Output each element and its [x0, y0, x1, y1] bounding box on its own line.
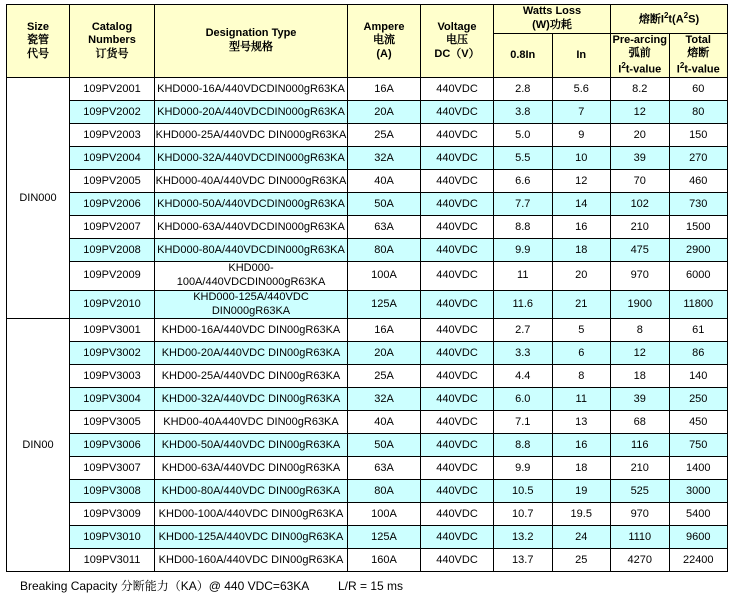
i2t-total-cell: 61	[669, 319, 728, 342]
designation-cell: KHD000-40A/440VDC DIN000gR63KA	[155, 170, 348, 193]
voltage-cell: 440VDC	[421, 319, 494, 342]
watts-08in-cell: 4.4	[494, 365, 553, 388]
watts-08in-cell: 8.8	[494, 434, 553, 457]
i2t-total-cell: 80	[669, 101, 728, 124]
i2t-prearcing-cell: 70	[611, 170, 670, 193]
table-row	[7, 124, 728, 147]
watts-in-cell: 18	[552, 239, 611, 262]
i2t-total-cell: 450	[669, 411, 728, 434]
ampere-cell: 40A	[348, 170, 421, 193]
voltage-cell: 440VDC	[421, 549, 494, 572]
voltage-cell: 440VDC	[421, 480, 494, 503]
catalog-cell: 109PV2002	[70, 101, 155, 124]
header-watts-loss-group: Watts Loss (W)功耗	[494, 5, 611, 34]
ampere-cell: 32A	[348, 147, 421, 170]
table-row	[7, 290, 728, 319]
i2t-total-cell: 1400	[669, 457, 728, 480]
watts-08in-cell: 6.6	[494, 170, 553, 193]
i2t-total-cell: 6000	[669, 262, 728, 291]
watts-in-cell: 16	[552, 434, 611, 457]
designation-cell: KHD00-16A/440VDC DIN00gR63KA	[155, 319, 348, 342]
catalog-cell: 109PV3010	[70, 526, 155, 549]
i2t-prearcing-cell: 116	[611, 434, 670, 457]
designation-cell: KHD00-20A/440VDC DIN00gR63KA	[155, 342, 348, 365]
table-row	[7, 411, 728, 434]
table-row	[7, 239, 728, 262]
i2t-prearcing-cell: 8	[611, 319, 670, 342]
lr-text: L/R = 15 ms	[337, 579, 404, 594]
voltage-cell: 440VDC	[421, 342, 494, 365]
header-watts-in: In	[552, 33, 611, 78]
voltage-cell: 440VDC	[421, 365, 494, 388]
i2t-total-cell: 730	[669, 193, 728, 216]
voltage-cell: 440VDC	[421, 147, 494, 170]
table-row	[7, 147, 728, 170]
ampere-cell: 20A	[348, 101, 421, 124]
i2t-prearcing-cell: 525	[611, 480, 670, 503]
catalog-cell: 109PV2003	[70, 124, 155, 147]
watts-in-cell: 6	[552, 342, 611, 365]
table-row	[7, 319, 728, 342]
designation-cell: KHD000-50A/440VDCDIN000gR63KA	[155, 193, 348, 216]
i2t-total-cell: 5400	[669, 503, 728, 526]
ampere-cell: 50A	[348, 434, 421, 457]
watts-in-cell: 12	[552, 170, 611, 193]
table-row	[7, 388, 728, 411]
watts-08in-cell: 3.8	[494, 101, 553, 124]
table-row	[7, 526, 728, 549]
designation-cell: KHD000-63A/440VDCDIN000gR63KA	[155, 216, 348, 239]
ampere-cell: 20A	[348, 342, 421, 365]
catalog-cell: 109PV2006	[70, 193, 155, 216]
voltage-cell: 440VDC	[421, 193, 494, 216]
voltage-cell: 440VDC	[421, 262, 494, 291]
i2t-prearcing-cell: 102	[611, 193, 670, 216]
designation-cell: KHD00-100A/440VDC DIN00gR63KA	[155, 503, 348, 526]
table-row	[7, 480, 728, 503]
watts-08in-cell: 2.7	[494, 319, 553, 342]
i2t-prearcing-cell: 4270	[611, 549, 670, 572]
table-row	[7, 78, 728, 101]
watts-in-cell: 18	[552, 457, 611, 480]
ampere-cell: 25A	[348, 365, 421, 388]
catalog-cell: 109PV3001	[70, 319, 155, 342]
designation-cell: KHD000-16A/440VDCDIN000gR63KA	[155, 78, 348, 101]
watts-in-cell: 5	[552, 319, 611, 342]
ampere-cell: 160A	[348, 549, 421, 572]
voltage-cell: 440VDC	[421, 434, 494, 457]
catalog-cell: 109PV2001	[70, 78, 155, 101]
designation-cell: KHD00-160A/440VDC DIN00gR63KA	[155, 549, 348, 572]
watts-in-cell: 13	[552, 411, 611, 434]
voltage-cell: 440VDC	[421, 388, 494, 411]
table-row	[7, 101, 728, 124]
header-watts-08in: 0.8In	[494, 33, 553, 78]
header-i2t-prearcing: Pre-arcing 弧前 $I^2t$-value	[611, 33, 670, 78]
catalog-cell: 109PV2004	[70, 147, 155, 170]
voltage-cell: 440VDC	[421, 101, 494, 124]
catalog-cell: 109PV3003	[70, 365, 155, 388]
watts-08in-cell: 7.1	[494, 411, 553, 434]
watts-in-cell: 16	[552, 216, 611, 239]
watts-in-cell: 11	[552, 388, 611, 411]
header-voltage: Voltage 电压 DC（V）	[421, 5, 494, 78]
table-row	[7, 170, 728, 193]
fuse-spec-table	[6, 4, 728, 572]
table-row	[7, 457, 728, 480]
catalog-cell: 109PV3009	[70, 503, 155, 526]
footer-note	[6, 577, 728, 594]
designation-cell: KHD000-32A/440VDCDIN000gR63KA	[155, 147, 348, 170]
watts-08in-cell: 6.0	[494, 388, 553, 411]
i2t-total-cell: 1500	[669, 216, 728, 239]
i2t-total-cell: 460	[669, 170, 728, 193]
breaking-capacity-text: Breaking Capacity 分断能力（KA）@ 440 VDC=63KA	[20, 579, 309, 594]
i2t-total-cell: 9600	[669, 526, 728, 549]
catalog-cell: 109PV2005	[70, 170, 155, 193]
table-row	[7, 434, 728, 457]
catalog-cell: 109PV2009	[70, 262, 155, 291]
ampere-cell: 16A	[348, 319, 421, 342]
ampere-cell: 40A	[348, 411, 421, 434]
watts-08in-cell: 9.9	[494, 239, 553, 262]
watts-in-cell: 19.5	[552, 503, 611, 526]
voltage-cell: 440VDC	[421, 290, 494, 319]
i2t-prearcing-cell: 12	[611, 101, 670, 124]
catalog-cell: 109PV3011	[70, 549, 155, 572]
catalog-cell: 109PV2007	[70, 216, 155, 239]
i2t-prearcing-cell: 20	[611, 124, 670, 147]
voltage-cell: 440VDC	[421, 124, 494, 147]
header-size: Size 瓷管 代号	[7, 5, 70, 78]
table-row	[7, 549, 728, 572]
watts-in-cell: 20	[552, 262, 611, 291]
designation-cell: KHD000-80A/440VDCDIN000gR63KA	[155, 239, 348, 262]
table-row	[7, 365, 728, 388]
catalog-cell: 109PV2008	[70, 239, 155, 262]
i2t-total-cell: 60	[669, 78, 728, 101]
header-i2t-group	[611, 5, 728, 34]
header-catalog-numbers: Catalog Numbers 订货号	[70, 5, 155, 78]
watts-in-cell: 10	[552, 147, 611, 170]
designation-cell: KHD000-100A/440VDCDIN000gR63KA	[155, 262, 348, 291]
i2t-total-cell: 11800	[669, 290, 728, 319]
watts-in-cell: 9	[552, 124, 611, 147]
designation-cell: KHD00-32A/440VDC DIN00gR63KA	[155, 388, 348, 411]
size-cell: DIN000	[7, 78, 70, 319]
voltage-cell: 440VDC	[421, 216, 494, 239]
watts-08in-cell: 13.2	[494, 526, 553, 549]
i2t-total-cell: 140	[669, 365, 728, 388]
i2t-prearcing-cell: 18	[611, 365, 670, 388]
designation-cell: KHD000-125A/440VDC DIN000gR63KA	[155, 290, 348, 319]
table-row	[7, 503, 728, 526]
catalog-cell: 109PV3002	[70, 342, 155, 365]
watts-in-cell: 8	[552, 365, 611, 388]
table-row	[7, 193, 728, 216]
i2t-prearcing-cell: 475	[611, 239, 670, 262]
voltage-cell: 440VDC	[421, 411, 494, 434]
ampere-cell: 125A	[348, 526, 421, 549]
voltage-cell: 440VDC	[421, 503, 494, 526]
designation-cell: KHD00-63A/440VDC DIN00gR63KA	[155, 457, 348, 480]
catalog-cell: 109PV3007	[70, 457, 155, 480]
header-designation-type: Designation Type 型号规格	[155, 5, 348, 78]
i2t-prearcing-cell: 970	[611, 503, 670, 526]
i2t-prearcing-cell: 1110	[611, 526, 670, 549]
designation-cell: KHD00-25A/440VDC DIN00gR63KA	[155, 365, 348, 388]
table-row	[7, 216, 728, 239]
ampere-cell: 125A	[348, 290, 421, 319]
watts-08in-cell: 11.6	[494, 290, 553, 319]
table-head	[7, 5, 728, 78]
watts-08in-cell: 11	[494, 262, 553, 291]
designation-cell: KHD00-125A/440VDC DIN00gR63KA	[155, 526, 348, 549]
size-cell: DIN00	[7, 319, 70, 572]
watts-08in-cell: 3.3	[494, 342, 553, 365]
ampere-cell: 50A	[348, 193, 421, 216]
ampere-cell: 63A	[348, 457, 421, 480]
i2t-prearcing-cell: 1900	[611, 290, 670, 319]
watts-in-cell: 19	[552, 480, 611, 503]
i2t-total-cell: 3000	[669, 480, 728, 503]
header-i2t-total: Total 熔断 $I^2t$-value	[669, 33, 728, 78]
voltage-cell: 440VDC	[421, 526, 494, 549]
i2t-prearcing-cell: 970	[611, 262, 670, 291]
header-ampere: Ampere 电流 (A)	[348, 5, 421, 78]
i2t-prearcing-cell: 39	[611, 388, 670, 411]
ampere-cell: 100A	[348, 503, 421, 526]
catalog-cell: 109PV3008	[70, 480, 155, 503]
watts-08in-cell: 2.8	[494, 78, 553, 101]
watts-in-cell: 21	[552, 290, 611, 319]
i2t-prearcing-cell: 39	[611, 147, 670, 170]
watts-08in-cell: 10.5	[494, 480, 553, 503]
ampere-cell: 63A	[348, 216, 421, 239]
i2t-prearcing-cell: 210	[611, 216, 670, 239]
watts-08in-cell: 7.7	[494, 193, 553, 216]
ampere-cell: 25A	[348, 124, 421, 147]
catalog-cell: 109PV3004	[70, 388, 155, 411]
ampere-cell: 32A	[348, 388, 421, 411]
designation-cell: KHD00-50A/440VDC DIN00gR63KA	[155, 434, 348, 457]
header-i2t-label: 熔断$I^2t(A^2S)$	[638, 10, 700, 26]
designation-cell: KHD000-20A/440VDCDIN000gR63KA	[155, 101, 348, 124]
watts-08in-cell: 9.9	[494, 457, 553, 480]
i2t-total-cell: 150	[669, 124, 728, 147]
voltage-cell: 440VDC	[421, 78, 494, 101]
voltage-cell: 440VDC	[421, 457, 494, 480]
designation-cell: KHD000-25A/440VDC DIN000gR63KA	[155, 124, 348, 147]
voltage-cell: 440VDC	[421, 239, 494, 262]
i2t-prearcing-cell: 68	[611, 411, 670, 434]
ampere-cell: 16A	[348, 78, 421, 101]
i2t-prearcing-cell: 210	[611, 457, 670, 480]
i2t-total-cell: 22400	[669, 549, 728, 572]
table-row	[7, 262, 728, 291]
voltage-cell: 440VDC	[421, 170, 494, 193]
watts-in-cell: 14	[552, 193, 611, 216]
i2t-total-cell: 250	[669, 388, 728, 411]
watts-in-cell: 25	[552, 549, 611, 572]
watts-08in-cell: 10.7	[494, 503, 553, 526]
catalog-cell: 109PV2010	[70, 290, 155, 319]
ampere-cell: 100A	[348, 262, 421, 291]
ampere-cell: 80A	[348, 239, 421, 262]
designation-cell: KHD00-40A440VDC DIN00gR63KA	[155, 411, 348, 434]
i2t-prearcing-cell: 8.2	[611, 78, 670, 101]
i2t-total-cell: 86	[669, 342, 728, 365]
designation-cell: KHD00-80A/440VDC DIN00gR63KA	[155, 480, 348, 503]
ampere-cell: 80A	[348, 480, 421, 503]
watts-in-cell: 24	[552, 526, 611, 549]
watts-in-cell: 7	[552, 101, 611, 124]
i2t-prearcing-cell: 12	[611, 342, 670, 365]
table-body	[7, 78, 728, 572]
watts-in-cell: 5.6	[552, 78, 611, 101]
watts-08in-cell: 5.5	[494, 147, 553, 170]
watts-08in-cell: 8.8	[494, 216, 553, 239]
table-row	[7, 342, 728, 365]
watts-08in-cell: 5.0	[494, 124, 553, 147]
watts-08in-cell: 13.7	[494, 549, 553, 572]
i2t-total-cell: 2900	[669, 239, 728, 262]
i2t-total-cell: 750	[669, 434, 728, 457]
catalog-cell: 109PV3006	[70, 434, 155, 457]
header-row-1	[7, 5, 728, 34]
catalog-cell: 109PV3005	[70, 411, 155, 434]
i2t-total-cell: 270	[669, 147, 728, 170]
